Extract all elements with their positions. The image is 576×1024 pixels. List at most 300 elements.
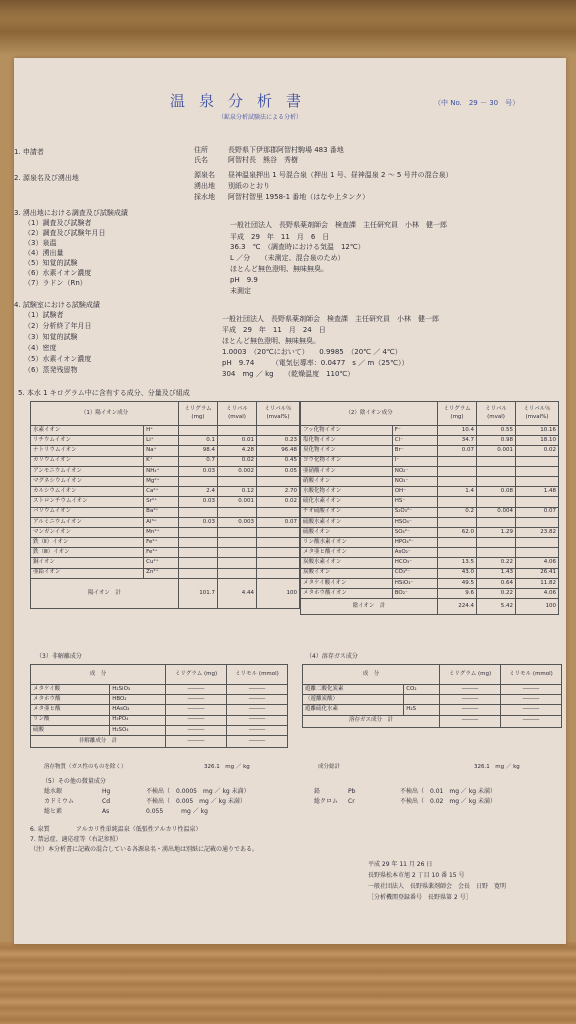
- anion-formula: HS⁻: [392, 497, 437, 507]
- nonion-name: メタホウ酸: [31, 695, 110, 705]
- cation-row: [31, 558, 300, 568]
- anion-mval: [477, 548, 516, 558]
- anion-formula: Cl⁻: [392, 436, 437, 446]
- cation-name: アンモニウムイオン: [31, 466, 144, 476]
- applicant-address: 長野県下伊那郡阿智村駒場 483 番地: [228, 146, 344, 154]
- cation-mval: 4.28: [218, 446, 257, 456]
- lab-item-key: （3）知覚的試験: [24, 333, 78, 341]
- anion-name: リン酸水素イオン: [301, 538, 393, 548]
- anion-mval: 0.22: [477, 558, 516, 568]
- document-number: （中 No. 29 － 30 号）: [434, 99, 520, 107]
- anion-name: 塩化物イオン: [301, 436, 393, 446]
- nonion-formula: HBO₂: [110, 695, 166, 705]
- cation-table: [30, 401, 300, 609]
- anion-row: [301, 538, 559, 548]
- cation-row: [31, 436, 300, 446]
- anion-mg: [438, 466, 477, 476]
- cation-mval: 0.002: [218, 466, 257, 476]
- cation-mval: [218, 476, 257, 486]
- trace-cell: 0.055 mg ／ kg: [146, 808, 208, 815]
- anion-mg: 34.7: [438, 436, 477, 446]
- anion-mg: [438, 517, 477, 527]
- cation-formula: Mg²⁺: [144, 476, 179, 486]
- gas-name: 遊離二酸化炭素: [303, 685, 404, 695]
- nonion-name: メタ亜ヒ酸: [31, 705, 110, 715]
- nonion-formula: H₃PO₄: [110, 715, 166, 725]
- cation-mval-pct: 0.05: [257, 466, 300, 476]
- anion-total-mg: 224.4: [438, 599, 477, 615]
- anion-mval: 0.64: [477, 578, 516, 588]
- nonion-mmol: ―――: [227, 705, 288, 715]
- anion-mg: 10.4: [438, 426, 477, 436]
- anion-mg: [438, 538, 477, 548]
- lab-item-value: 一般社団法人 長野県薬剤師会 検査課 主任研究員 小林 健一郎: [222, 315, 439, 323]
- cation-name: マグネシウムイオン: [31, 476, 144, 486]
- gas-formula: [404, 695, 440, 705]
- source-name-key: 源泉名: [194, 171, 215, 179]
- anion-mval-pct: [516, 538, 559, 548]
- registration-number: ［分析機関登録番号 長野県第 2 号］: [368, 894, 472, 901]
- anion-row: [301, 446, 559, 456]
- cation-name: カルシウムイオン: [31, 487, 144, 497]
- note-text: （注）本分析書に記載の混合している各源泉名・湧出地は別紙に記載の通りである。: [30, 846, 259, 853]
- cation-mg: 98.4: [179, 446, 218, 456]
- anion-total-label: 陰イオン 計: [301, 599, 438, 615]
- cation-name: バリウムイオン: [31, 507, 144, 517]
- anion-mval: [477, 517, 516, 527]
- gas-mg: ―――: [440, 695, 501, 705]
- anion-mg: 1.4: [438, 487, 477, 497]
- nonion-mg: ―――: [166, 695, 227, 705]
- dissolved-total-label: 溶存物質（ガス性のものを除く）: [44, 764, 127, 770]
- cation-formula: Ba²⁺: [144, 507, 179, 517]
- nonion-formula: H₂SiO₃: [110, 685, 166, 695]
- anion-mg: 13.5: [438, 558, 477, 568]
- anion-row: [301, 436, 559, 446]
- field-item-value: ほとんど無色澄明、無味無臭。: [230, 265, 328, 273]
- cation-mval-pct: 2.70: [257, 487, 300, 497]
- cation-formula: Cu²⁺: [144, 558, 179, 568]
- anion-mval-pct: 23.82: [516, 527, 559, 537]
- issuer-address: 長野県松本市旭 2 丁目 10 番 15 号: [368, 872, 465, 879]
- field-item-key: （3）泉温: [24, 239, 57, 247]
- anion-mval: 1.29: [477, 527, 516, 537]
- anion-formula: BO₂⁻: [392, 589, 437, 599]
- trace-cell: 総水銀: [44, 788, 63, 795]
- cation-name: ナトリウムイオン: [31, 446, 144, 456]
- cation-mval-pct: [257, 426, 300, 436]
- cation-name: カリウムイオン: [31, 456, 144, 466]
- anion-table: [300, 401, 559, 615]
- field-item-value: 未測定: [230, 287, 251, 295]
- section-applicant-label: 1. 申請者: [14, 148, 44, 156]
- cation-row: [31, 497, 300, 507]
- cation-row: [31, 517, 300, 527]
- gas-mg: ―――: [440, 685, 501, 695]
- trace-cell: Cd: [102, 798, 110, 805]
- trace-cell: 総ヒ素: [44, 808, 63, 815]
- nonion-header: ミリモル (mmol): [227, 665, 288, 685]
- anion-row: [301, 497, 559, 507]
- anion-mval-pct: [516, 466, 559, 476]
- anion-mval: [477, 497, 516, 507]
- anion-total-mval: 5.42: [477, 599, 516, 615]
- cation-mval: 0.12: [218, 487, 257, 497]
- cation-mval: [218, 527, 257, 537]
- cation-mg: [179, 548, 218, 558]
- nonion-name: 硫酸: [31, 725, 110, 735]
- cation-mval: [218, 426, 257, 436]
- sampling-location: 阿智村智里 1958-1 番地（はなや上タンク）: [228, 193, 370, 201]
- gas-header: ミリモル (mmol): [501, 665, 562, 685]
- source-name: 昼神温泉押出 1 号混合泉（押出 1 号、昼神温泉 2 ～ 5 号井の混合泉）: [228, 171, 453, 179]
- anion-formula: OH⁻: [392, 487, 437, 497]
- cation-name: 銅イオン: [31, 558, 144, 568]
- trace-cell: Pb: [348, 788, 356, 795]
- anion-mg: [438, 497, 477, 507]
- cation-mg: 0.03: [179, 497, 218, 507]
- cation-mval-pct: [257, 568, 300, 578]
- cation-header: （1）陽イオン成分: [31, 402, 179, 426]
- anion-mg: 0.2: [438, 507, 477, 517]
- anion-name: メタホウ酸イオン: [301, 589, 393, 599]
- nonion-mmol: ―――: [227, 725, 288, 735]
- cation-mval-pct: 0.07: [257, 517, 300, 527]
- analysis-document: [14, 58, 566, 944]
- cation-mval: [218, 507, 257, 517]
- anion-formula: SO₄²⁻: [392, 527, 437, 537]
- anion-mval-pct: 11.82: [516, 578, 559, 588]
- grand-total-value: 326.1 mg ／ kg: [474, 764, 520, 770]
- anion-mval: 0.22: [477, 589, 516, 599]
- lab-item-value: 1.0003 （20℃において） 0.9985 （20℃ ／ 4℃）: [222, 348, 402, 356]
- cation-formula: Li⁺: [144, 436, 179, 446]
- gas-row: [303, 695, 562, 705]
- anion-mval: 0.08: [477, 487, 516, 497]
- cation-mval: 0.02: [218, 456, 257, 466]
- gas-row: [303, 705, 562, 715]
- anion-row: [301, 466, 559, 476]
- gas-header: ミリグラム (mg): [440, 665, 501, 685]
- anion-row: [301, 426, 559, 436]
- lab-item-key: （2）分析終了年月日: [24, 322, 92, 330]
- applicant-name: 阿智村長 熊谷 秀樹: [228, 156, 298, 164]
- anion-name: 硝酸イオン: [301, 476, 393, 486]
- sampling-location-key: 採水地: [194, 193, 215, 201]
- grand-total-label: 成分総計: [318, 764, 341, 770]
- cation-mg: [179, 507, 218, 517]
- anion-mval-pct: 26.41: [516, 568, 559, 578]
- trace-cell: Hg: [102, 788, 111, 795]
- cation-mval: 0.01: [218, 436, 257, 446]
- lab-item-key: （6）蒸発残留物: [24, 366, 78, 374]
- cation-mg: [179, 426, 218, 436]
- nonion-mg: ―――: [166, 705, 227, 715]
- cation-mg: [179, 538, 218, 548]
- field-item-value: pH 9.9: [230, 276, 258, 284]
- cation-mg: [179, 527, 218, 537]
- anion-row: [301, 487, 559, 497]
- document-subtitle: （鉱泉分析試験法による分析）: [218, 114, 303, 121]
- trace-cell: Cr: [348, 798, 355, 805]
- anion-name: 亜硝酸イオン: [301, 466, 393, 476]
- anion-formula: HCO₃⁻: [392, 558, 437, 568]
- section-components-label: 5. 本水 1 キログラム中に含有する成分、分量及び組成: [18, 389, 190, 397]
- anion-name: 炭酸イオン: [301, 568, 393, 578]
- nonion-name: メタケイ酸: [31, 685, 110, 695]
- cation-mval: [218, 548, 257, 558]
- anion-formula: HSO₄⁻: [392, 517, 437, 527]
- gas-mmol: ―――: [501, 695, 562, 705]
- nonion-mmol: ―――: [227, 685, 288, 695]
- cation-mval: [218, 558, 257, 568]
- anion-header: ミリグラム (mg): [438, 402, 477, 426]
- field-item-key: （5）知覚的試験: [24, 259, 78, 267]
- anion-formula: HSiO₃⁻: [392, 578, 437, 588]
- anion-mg: 43.0: [438, 568, 477, 578]
- anion-formula: NO₃⁻: [392, 476, 437, 486]
- anion-row: [301, 456, 559, 466]
- anion-mval-pct: [516, 456, 559, 466]
- cation-name: アルミニウムイオン: [31, 517, 144, 527]
- gas-table: 成 分 ミリグラム (mg) ミリモル (mmol) 遊離二酸化炭素 CO₂ ――― ――― （遊離炭酸） ――― ――― 遊離硫化水素 H₂S ――― ――― 溶存ガス成分 計 ――― ―――: [302, 664, 562, 728]
- cation-mg: [179, 558, 218, 568]
- anion-row: [301, 589, 559, 599]
- anion-mg: 49.5: [438, 578, 477, 588]
- anion-mval: 1.43: [477, 568, 516, 578]
- anion-name: 硫酸水素イオン: [301, 517, 393, 527]
- nonion-mmol: ―――: [227, 715, 288, 725]
- field-item-value: 36.3 ℃ （調査時における気温 12℃）: [230, 243, 365, 251]
- cation-mg: [179, 476, 218, 486]
- anion-name: ヨウ化物イオン: [301, 456, 393, 466]
- anion-formula: HPO₄²⁻: [392, 538, 437, 548]
- anion-mval: [477, 476, 516, 486]
- anion-mval: [477, 538, 516, 548]
- anion-formula: F⁻: [392, 426, 437, 436]
- anion-mval-pct: 1.48: [516, 487, 559, 497]
- applicant-address-key: 住所: [194, 146, 208, 154]
- nonion-header: ミリグラム (mg): [166, 665, 227, 685]
- anion-row: [301, 527, 559, 537]
- anion-mval-pct: [516, 517, 559, 527]
- anion-header: ミリバル％ (mval%): [516, 402, 559, 426]
- anion-mval: 0.001: [477, 446, 516, 456]
- anion-mval: 0.55: [477, 426, 516, 436]
- anion-formula: Br⁻: [392, 446, 437, 456]
- cation-name: 鉄（Ⅲ）イオン: [31, 548, 144, 558]
- anion-header: ミリバル (mval): [477, 402, 516, 426]
- cation-row: [31, 507, 300, 517]
- cation-mval-pct: 96.48: [257, 446, 300, 456]
- cation-name: リチウムイオン: [31, 436, 144, 446]
- cation-formula: Fe²⁺: [144, 538, 179, 548]
- anion-row: [301, 517, 559, 527]
- gas-row: [303, 685, 562, 695]
- nonion-name: リン酸: [31, 715, 110, 725]
- cation-formula: K⁺: [144, 456, 179, 466]
- anion-formula: S₂O₃²⁻: [392, 507, 437, 517]
- lab-item-value: ほとんど無色澄明、無味無臭。: [222, 337, 320, 345]
- cation-mval: [218, 538, 257, 548]
- field-item-value: 一般社団法人 長野県薬剤師会 検査課 主任研究員 小林 健一郎: [230, 221, 447, 229]
- anion-name: メタケイ酸イオン: [301, 578, 393, 588]
- gas-formula: CO₂: [404, 685, 440, 695]
- trace-cell: 不検出（ 0.01 mg ／ kg 未満）: [400, 788, 497, 795]
- cation-formula: H⁺: [144, 426, 179, 436]
- source-location: 別紙のとおり: [228, 182, 270, 190]
- nonion-mg: ―――: [166, 685, 227, 695]
- nonion-formula: H₂SO₄: [110, 725, 166, 735]
- anion-mg: 62.0: [438, 527, 477, 537]
- dissolved-total-value: 326.1 mg ／ kg: [204, 764, 250, 770]
- cation-row: [31, 476, 300, 486]
- gas-mg: ―――: [440, 705, 501, 715]
- gas-name: （遊離炭酸）: [303, 695, 404, 705]
- trace-cell: 総クロム: [314, 798, 339, 805]
- trace-cell: カドミウム: [44, 798, 74, 805]
- anion-mval: [477, 456, 516, 466]
- anion-name: 硫酸イオン: [301, 527, 393, 537]
- nonion-table: 成 分 ミリグラム (mg) ミリモル (mmol) メタケイ酸 H₂SiO₃ ――― ――― メタホウ酸 HBO₂ ――― ――― メタ亜ヒ酸 HAsO₂ ――― ――― リン酸 H₃PO₄ ――― ――― 硫酸 H₂SO₄ ――― ――― 非解離成分 計 ――― ―――: [30, 664, 288, 748]
- cation-row: [31, 538, 300, 548]
- cation-mg: 0.03: [179, 466, 218, 476]
- gas-label: （4）溶存ガス成分: [306, 653, 358, 660]
- nonion-mg: ―――: [166, 725, 227, 735]
- cation-name: 亜鉛イオン: [31, 568, 144, 578]
- trace-cell: 鉛: [314, 788, 321, 795]
- anion-mg: 9.6: [438, 589, 477, 599]
- nonion-row: [31, 705, 288, 715]
- anion-row: [301, 578, 559, 588]
- cation-formula: Ca²⁺: [144, 487, 179, 497]
- issue-date: 平成 29 年 11 月 26 日: [368, 861, 433, 868]
- trace-label: （5）その他の微量成分: [42, 778, 106, 785]
- field-item-value: L ／分 （未測定、混合泉のため）: [230, 254, 345, 262]
- cation-mval: 0.001: [218, 497, 257, 507]
- cation-mval-pct: [257, 527, 300, 537]
- anion-row: [301, 558, 559, 568]
- cation-mg: 0.7: [179, 456, 218, 466]
- cation-total-mval: 4.44: [218, 578, 257, 608]
- anion-mg: [438, 476, 477, 486]
- section-field-test-label: 3. 湧出地における調査及び試験成績: [14, 209, 128, 217]
- cation-mval: [218, 568, 257, 578]
- cation-mval: 0.003: [218, 517, 257, 527]
- nonion-row: [31, 725, 288, 735]
- cation-formula: Fe³⁺: [144, 548, 179, 558]
- cation-mval-pct: [257, 558, 300, 568]
- cation-formula: NH₄⁺: [144, 466, 179, 476]
- anion-name: 炭酸水素イオン: [301, 558, 393, 568]
- cation-mg: [179, 568, 218, 578]
- cation-mg: 2.4: [179, 487, 218, 497]
- anion-mval: 0.004: [477, 507, 516, 517]
- anion-row: [301, 507, 559, 517]
- cation-header: ミリグラム (mg): [179, 402, 218, 426]
- anion-formula: CO₃²⁻: [392, 568, 437, 578]
- trace-cell: 不検出（ 0.02 mg ／ kg 未満）: [400, 798, 497, 805]
- field-item-key: （4）湧出量: [24, 249, 64, 257]
- section-lab-test-label: 4. 試験室における試験成績: [14, 301, 100, 309]
- gas-total-label: 溶存ガス成分 計: [303, 715, 440, 727]
- nonion-row: [31, 715, 288, 725]
- issuer-name: 一般社団法人 長野県薬剤師会 会長 日野 寛明: [368, 883, 507, 890]
- cation-mval-pct: [257, 507, 300, 517]
- cation-formula: Zn²⁺: [144, 568, 179, 578]
- cation-total-pct: 100: [257, 578, 300, 608]
- cation-row: [31, 426, 300, 436]
- cation-mval-pct: 0.45: [257, 456, 300, 466]
- cation-mval-pct: [257, 476, 300, 486]
- cation-formula: Al³⁺: [144, 517, 179, 527]
- nonion-row: [31, 685, 288, 695]
- cation-formula: Mn²⁺: [144, 527, 179, 537]
- cation-name: 鉄（Ⅱ）イオン: [31, 538, 144, 548]
- cation-mg: 0.1: [179, 436, 218, 446]
- trace-cell: 不検出（ 0.0005 mg ／ kg 未満）: [146, 788, 250, 795]
- lab-item-key: （5）水素イオン濃度: [24, 355, 92, 363]
- lab-item-value: 平成 29 年 11 月 24 日: [222, 326, 326, 334]
- anion-name: 水酸化物イオン: [301, 487, 393, 497]
- nonion-total-label: 非解離成分 計: [31, 735, 166, 747]
- anion-name: フッ化物イオン: [301, 426, 393, 436]
- field-item-key: （6）水素イオン濃度: [24, 269, 92, 277]
- anion-mval-pct: 0.07: [516, 507, 559, 517]
- anion-mval-pct: 18.10: [516, 436, 559, 446]
- lab-item-value: pH 9.74 （電気伝導率：0.0477 s ／ m（25℃））: [222, 359, 409, 367]
- nonion-row: [31, 695, 288, 705]
- cation-row: [31, 548, 300, 558]
- anion-mval: [477, 466, 516, 476]
- cation-name: マンガンイオン: [31, 527, 144, 537]
- cation-row: [31, 466, 300, 476]
- lab-item-value: 304 mg ／ kg （乾燥温度 110℃）: [222, 370, 355, 378]
- cation-formula: Sr²⁺: [144, 497, 179, 507]
- anion-name: 硫化水素イオン: [301, 497, 393, 507]
- nonion-mg: ―――: [166, 715, 227, 725]
- cation-header: ミリバル (mval): [218, 402, 257, 426]
- cation-mval-pct: 0.23: [257, 436, 300, 446]
- nonion-mmol: ―――: [227, 695, 288, 705]
- cation-mval-pct: [257, 548, 300, 558]
- document-title: 温泉分析書: [170, 92, 316, 110]
- nonion-formula: HAsO₂: [110, 705, 166, 715]
- gas-mmol: ―――: [501, 705, 562, 715]
- wooden-frame-bottom: [0, 942, 576, 1024]
- anion-mval-pct: 0.02: [516, 446, 559, 456]
- anion-name: メタ亜ヒ酸イオン: [301, 548, 393, 558]
- anion-mg: 0.07: [438, 446, 477, 456]
- anion-formula: AsO₂⁻: [392, 548, 437, 558]
- contraindications-label: 7. 禁忌症、適応症等（右記参照）: [30, 836, 122, 843]
- lab-item-key: （1）試験者: [24, 311, 64, 319]
- cation-mval-pct: 0.02: [257, 497, 300, 507]
- anion-mval-pct: 4.06: [516, 589, 559, 599]
- anion-mg: [438, 548, 477, 558]
- cation-name: 水素イオン: [31, 426, 144, 436]
- field-item-value: 平成 29 年 11 月 6 日: [230, 233, 330, 241]
- nonion-label: （3）非解離成分: [36, 653, 82, 660]
- anion-mval: 0.98: [477, 436, 516, 446]
- anion-header: （2）陰イオン成分: [301, 402, 438, 426]
- cation-row: [31, 568, 300, 578]
- cation-row: [31, 527, 300, 537]
- anion-mg: [438, 456, 477, 466]
- anion-mval-pct: 4.06: [516, 558, 559, 568]
- anion-mval-pct: [516, 497, 559, 507]
- cation-total-mg: 101.7: [179, 578, 218, 608]
